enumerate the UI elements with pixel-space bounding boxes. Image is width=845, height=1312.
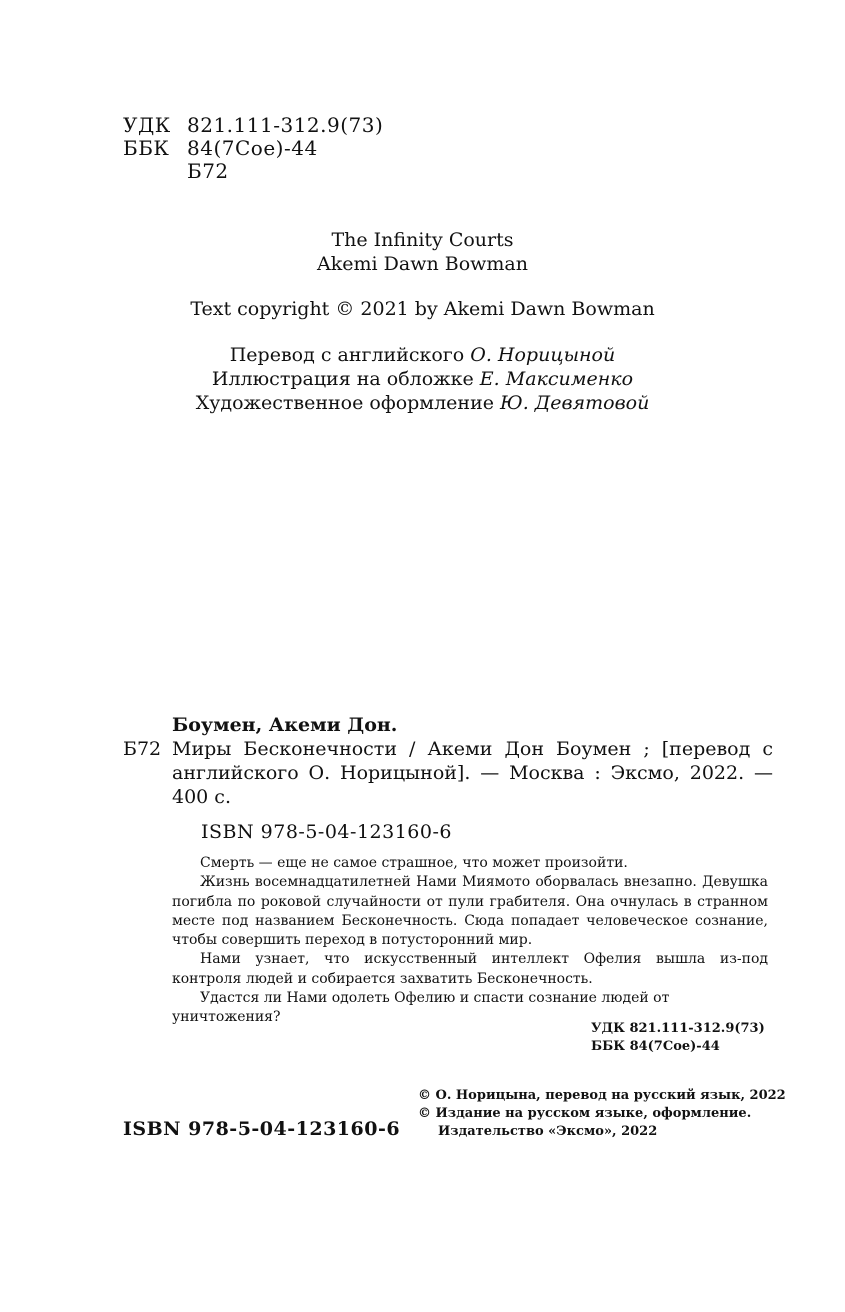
entry-author: Боумен, Акеми Дон.: [172, 714, 398, 736]
credit-role: Перевод с английского: [229, 344, 465, 366]
udk-small: УДК 821.111-312.9(73): [591, 1021, 765, 1036]
credit-design: [0, 392, 845, 415]
credit-translation: [0, 344, 845, 367]
entry-line-3: 400 с.: [172, 786, 231, 808]
bbk-label: ББК: [123, 136, 170, 160]
annotation-paragraph: Жизнь восемнадцатилетней Нами Миямото оборвалась внезапно. Девушка погибла по роковой случайности от пули грабителя. Она очнулась в странном месте под названием Бесконечность. Сюда попадает человеческое сознание, чтобы совершить переход в потусторонний мир.: [172, 874, 768, 949]
credit-role: Иллюстрация на обложке: [211, 368, 474, 390]
classification-codes-small: [591, 1020, 765, 1055]
bbk-value: 84(7Сое)-44: [187, 136, 318, 160]
entry-line-1: Миры Бесконечности / Акеми Дон Боумен ; [перевод с: [172, 738, 773, 760]
original-copyright: Text copyright © 2021 by Akemi Dawn Bowman: [190, 298, 655, 320]
copyright-translation: © О. Норицына, перевод на русский язык, 2022: [418, 1088, 786, 1103]
copyright-publisher: Издательство «Эксмо», 2022: [438, 1124, 658, 1139]
bbk-small: ББК 84(7Сое)-44: [591, 1038, 720, 1054]
credit-name: О. Норицыной: [470, 344, 616, 366]
bibliographic-entry: [123, 713, 773, 844]
annotation-paragraph: Смерть — еще не самое страшное, что может произойти.: [200, 855, 628, 871]
annotation-paragraph: Удастся ли Нами одолеть Офелию и спасти сознание людей от уничтожения?: [172, 990, 670, 1026]
copyright-edition: © Издание на русском языке, оформление.: [418, 1106, 752, 1121]
entry-isbn: ISBN 978-5-04-123160-6: [201, 821, 452, 843]
copyright-block: [418, 1087, 786, 1141]
author-mark: Б72: [187, 159, 229, 183]
annotation-paragraph: Нами узнает, что искусственный интеллект Офелия вышла из-под контроля людей и собирается захватить Бесконечность.: [172, 951, 768, 987]
entry-line-2: английского О. Норицыной]. — Москва : Эксмо, 2022. —: [172, 762, 773, 784]
credit-name: Ю. Девятовой: [500, 392, 650, 414]
entry-mark: Б72: [123, 738, 162, 760]
classification-codes: [123, 114, 383, 183]
credit-cover: [0, 368, 845, 391]
annotation: [172, 854, 768, 1028]
credit-name: Е. Максименко: [479, 368, 634, 390]
original-title: The Infinity Courts: [331, 229, 514, 251]
udk-label: УДК: [123, 113, 171, 137]
credit-role: Художественное оформление: [195, 392, 494, 414]
udk-value: 821.111-312.9(73): [187, 113, 384, 137]
isbn-bottom: ISBN 978-5-04-123160-6: [123, 1118, 401, 1140]
original-author: Akemi Dawn Bowman: [317, 253, 528, 275]
